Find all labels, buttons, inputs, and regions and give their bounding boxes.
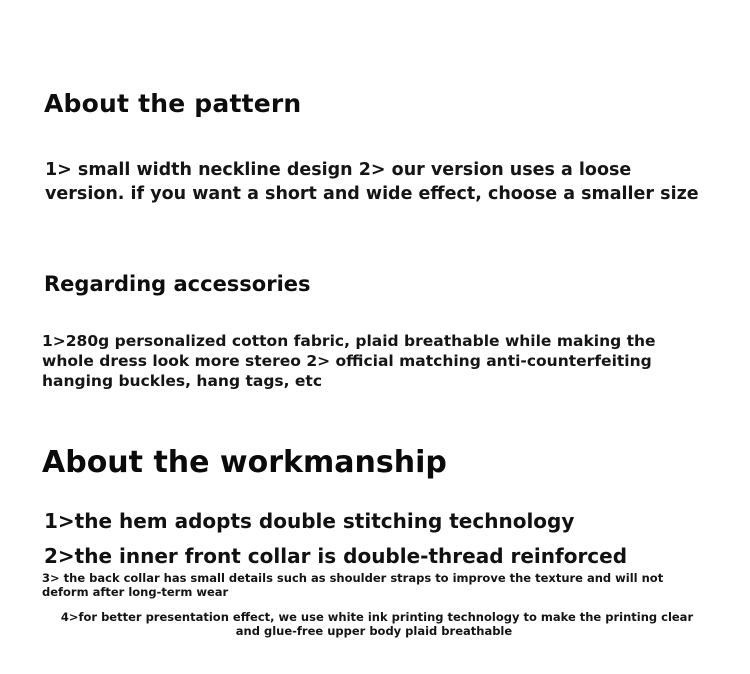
section-heading-accessories: Regarding accessories: [44, 272, 311, 297]
section-heading-workmanship: About the workmanship: [42, 445, 447, 481]
section-body-accessories: 1>280g personalized cotton fabric, plaid breathable while making the whole dress look more stereo 2> official matching anti-counterfeiting hanging buckles, hang tags, etc: [42, 331, 656, 390]
section-heading-pattern: About the pattern: [44, 88, 302, 118]
section-body-pattern: 1> small width neckline design 2> our version uses a loose version. if you want a short and wide effect, choose a smaller size: [45, 159, 699, 205]
workmanship-item-2: 2>the inner front collar is double-thread reinforced: [44, 544, 628, 568]
workmanship-item-4: 4>for better presentation effect, we use white ink printing technology to make the printing clear and glue-free upper body plaid breathable: [60, 609, 694, 639]
workmanship-item-3: 3> the back collar has small details such as shoulder straps to improve the texture and will not deform after long-term wear: [42, 570, 664, 599]
workmanship-item-1: 1>the hem adopts double stitching technology: [44, 509, 575, 533]
